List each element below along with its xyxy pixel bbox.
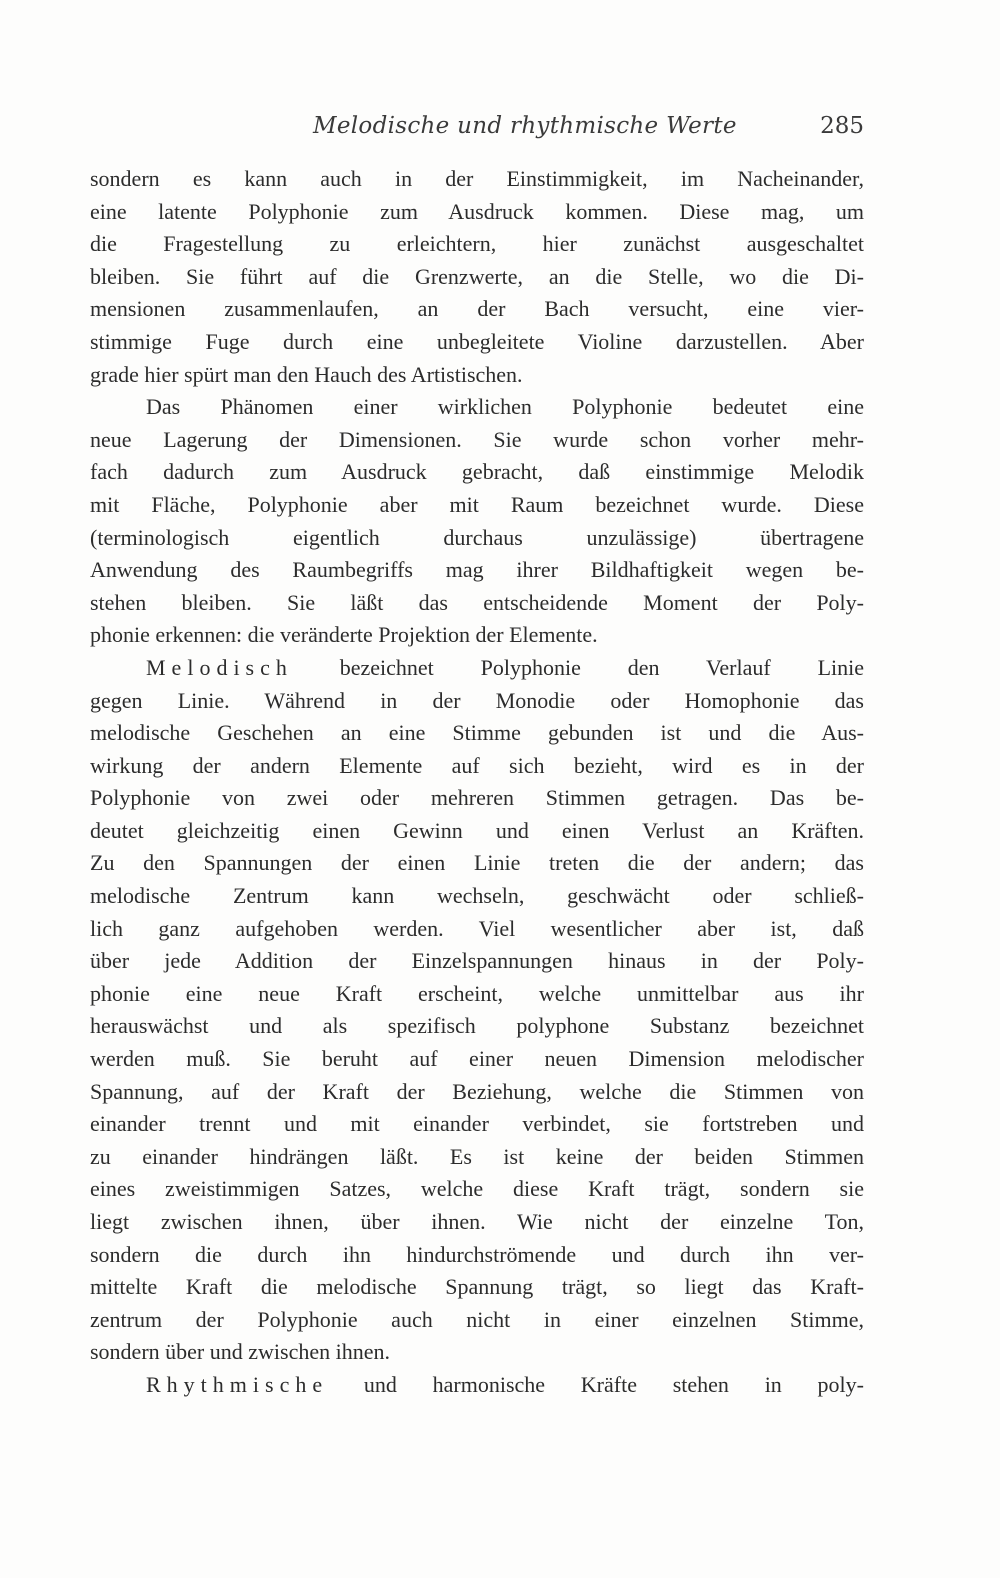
text-line: herauswächst und als spezifisch polyphone Substanz bezeichnet [90,1013,864,1039]
running-title: Melodische und rhythmische Werte [313,113,737,139]
body-text [90,163,864,1402]
text-line: stehen bleiben. Sie läßt das entscheidende Moment der Poly- [90,589,864,615]
text-line: (terminologisch eigentlich durchaus unzulässige) übertragene [90,524,864,550]
text-line-rest: und harmonische Kräfte stehen in poly- [328,1371,864,1397]
text-line: wirkung der andern Elemente auf sich bezieht, wird es in der [90,752,864,778]
text-line: werden muß. Sie beruht auf einer neuen Dimension melodischer [90,1046,864,1072]
text-line: lich ganz aufgehoben werden. Viel wesentlicher aber ist, daß [90,915,864,941]
text-line: grade hier spürt man den Hauch des Artistischen. [90,361,523,387]
spaced-keyword: Melodisch [146,654,293,680]
text-line: zentrum der Polyphonie auch nicht in einer einzelnen Stimme, [90,1306,864,1332]
text-line: Spannung, auf der Kraft der Beziehung, welche die Stimmen von [90,1078,864,1104]
text-line: mittelte Kraft die melodische Spannung trägt, so liegt das Kraft- [90,1274,864,1300]
text-line: Polyphonie von zwei oder mehreren Stimmen getragen. Das be- [90,785,864,811]
text-line: deutet gleichzeitig einen Gewinn und einen Verlust an Kräften. [90,817,864,843]
text-line: phonie eine neue Kraft erscheint, welche unmittelbar aus ihr [90,980,864,1006]
text-line: sondern es kann auch in der Einstimmigkeit, im Nacheinander, [90,166,864,191]
text-line: Das Phänomen einer wirklichen Polyphonie bedeutet eine [146,394,864,420]
text-line: bleiben. Sie führt auf die Grenzwerte, an die Stelle, wo die Di- [90,263,864,289]
text-line: melodische Geschehen an eine Stimme gebunden ist und die Aus- [90,720,864,746]
text-line: stimmige Fuge durch eine unbegleitete Violine darzustellen. Aber [90,328,864,354]
text-line: melodische Zentrum kann wechseln, geschwächt oder schließ- [90,883,864,909]
text-line: einander trennt und mit einander verbindet, sie fortstreben und [90,1111,864,1137]
text-line: phonie erkennen: die veränderte Projektion der Elemente. [90,622,598,648]
text-line: eines zweistimmigen Satzes, welche diese Kraft trägt, sondern sie [90,1176,864,1202]
text-line [90,652,864,685]
spaced-keyword: Rhythmische [146,1371,329,1397]
text-line: Anwendung des Raumbegriffs mag ihrer Bildhaftigkeit wegen be- [90,557,864,583]
text-line: sondern die durch ihn hindurchströmende und durch ihn ver- [90,1241,864,1267]
text-line: zu einander hindrängen läßt. Es ist keine der beiden Stimmen [90,1143,864,1169]
page-header [90,113,864,147]
text-line: eine latente Polyphonie zum Ausdruck kommen. Diese mag, um [90,198,864,224]
text-line: die Fragestellung zu erleichtern, hier zunächst ausgeschaltet [90,231,864,257]
text-line: gegen Linie. Während in der Monodie oder Homophonie das [90,687,864,713]
text-line: neue Lagerung der Dimensionen. Sie wurde schon vorher mehr- [90,426,864,452]
text-line: fach dadurch zum Ausdruck gebracht, daß einstimmige Melodik [90,459,864,485]
text-line [90,1369,864,1402]
text-line: über jede Addition der Einzelspannungen hinaus in der Poly- [90,948,864,974]
text-line: sondern über und zwischen ihnen. [90,1339,390,1365]
text-line: Zu den Spannungen der einen Linie treten die der andern; das [90,850,864,876]
page-number: 285 [820,113,864,139]
text-line: liegt zwischen ihnen, über ihnen. Wie nicht der einzelne Ton, [90,1209,864,1234]
text-line: mensionen zusammenlaufen, an der Bach versucht, eine vier- [90,296,864,322]
text-line-rest: bezeichnet Polyphonie den Verlauf Linie [292,654,864,680]
text-line: mit Fläche, Polyphonie aber mit Raum bezeichnet wurde. Diese [90,491,864,517]
